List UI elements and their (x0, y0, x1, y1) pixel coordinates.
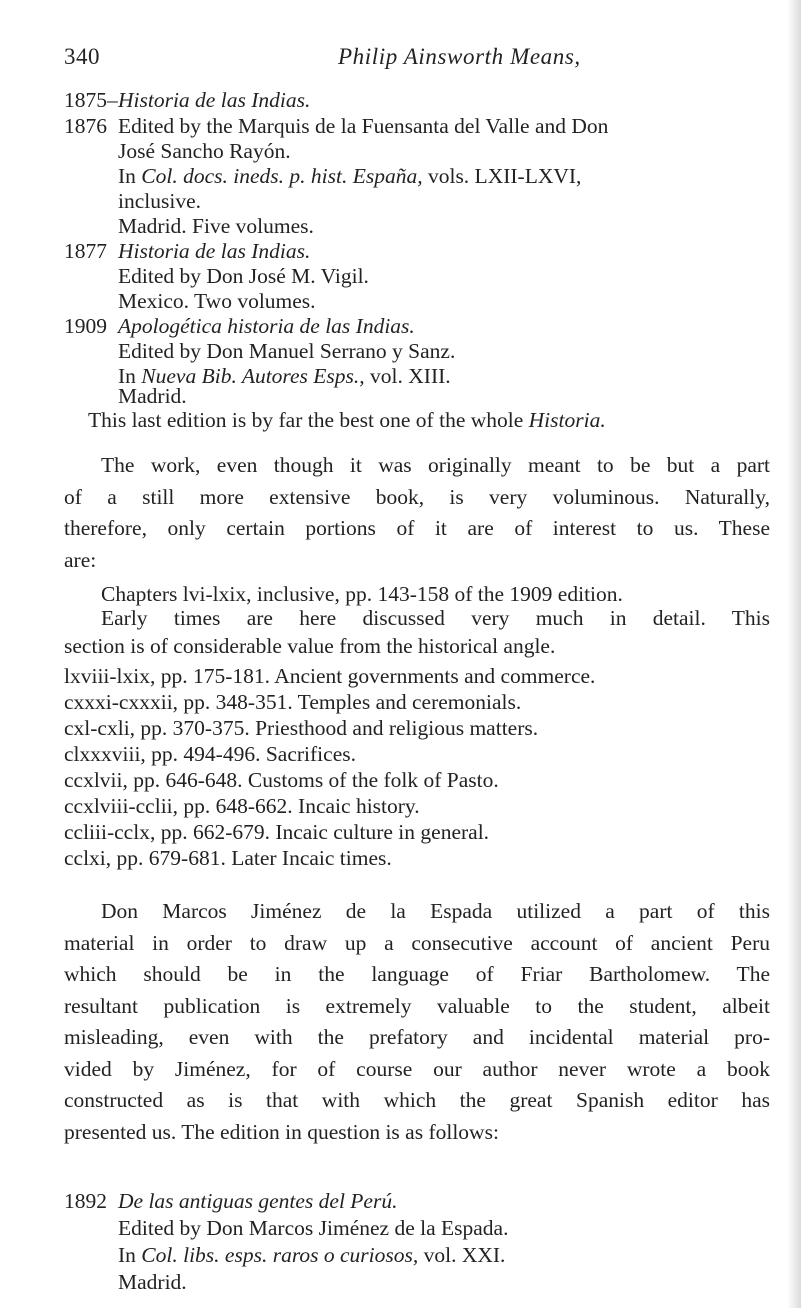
paragraph-3-line: which should be in the language of Friar Bartholomew. The (64, 962, 770, 986)
paragraph-1 (64, 450, 770, 576)
chapter-entry: cxl-cxli, pp. 370-375. Priesthood and religious matters. (64, 716, 539, 740)
page-header (0, 44, 801, 84)
paragraph-2 (64, 604, 770, 660)
bib-series-volume-1892: vol. XXI. (418, 1243, 506, 1267)
running-head: Philip Ainsworth Means, (338, 44, 581, 69)
bib-place-1892-text: Madrid. (118, 1270, 187, 1294)
bib-editor-1892-text: Edited by Don Marcos Jiménez de la Espada. (118, 1216, 509, 1240)
bib-series-1892 (118, 1243, 505, 1267)
bib-series-title-1909: Nueva Bib. Autores Esps., (141, 364, 365, 388)
note-text: This last edition is by far the best one of the whole (88, 408, 529, 432)
bib-series-prefix: In (118, 164, 142, 188)
paragraph-3-line: material in order to draw up a consecutive account of ancient Peru (64, 930, 770, 955)
bib-year-1877: 1877 (64, 239, 107, 263)
bib-title-historia-1875: Historia de las Indias. (118, 88, 311, 112)
bib-editor-1876-cont: José Sancho Rayón. (118, 139, 291, 163)
chapter-entry: clxxxviii, pp. 494-496. Sacrifices. (64, 742, 356, 766)
note-line (88, 408, 606, 432)
bib-year-1876: 1876 (64, 114, 107, 138)
chapter-entry: cxxxi-cxxxii, pp. 348-351. Temples and ceremonials. (64, 690, 522, 714)
bib-title-antiguas-gentes: De las antiguas gentes del Perú. (118, 1189, 398, 1213)
chapter-entry: lxviii-lxix, pp. 175-181. Ancient governments and commerce. (64, 664, 596, 688)
paragraph-1-line: The work, even though it was originally meant to be but a part (101, 453, 770, 477)
chapters-intro: Chapters lvi-lxix, inclusive, pp. 143-158 of the 1909 edition. (101, 582, 623, 606)
paragraph-1-line: of a still more extensive book, is very voluminous. Naturally, (64, 484, 770, 509)
bib-editor-1909: Edited by Don Manuel Serrano y Sanz. (118, 339, 456, 363)
bib-series-1876-cont: inclusive. (118, 189, 201, 213)
paragraph-3-line: misleading, even with the prefatory and incidental material pro- (64, 1025, 770, 1049)
paragraph-3-line: Don Marcos Jiménez de la Espada utilized a part of this (101, 899, 770, 923)
paragraph-3-line: presented us. The edition in question is as follows: (64, 1119, 499, 1144)
paragraph-1-line: are: (64, 547, 97, 572)
bib-place-1909: Madrid. (118, 384, 187, 408)
paragraph-1-line: therefore, only certain portions of it are of interest to us. These (64, 516, 770, 540)
chapter-entry: ccxlvii, pp. 646-648. Customs of the folk of Pasto. (64, 768, 499, 792)
chapter-entry: ccliii-cclx, pp. 662-679. Incaic culture in general. (64, 820, 490, 844)
paragraph-3-line: constructed as is that with which the great Spanish editor has (64, 1088, 770, 1112)
bib-series-prefix-1909: In (118, 364, 142, 388)
page-number: 340 (64, 44, 100, 69)
bib-series-prefix-1892: In (118, 1243, 142, 1267)
note-italic: Historia. (528, 408, 606, 432)
bib-series-title-1892: Col. libs. esps. raros o curiosos, (141, 1243, 419, 1267)
bib-year-1892: 1892 (64, 1189, 107, 1213)
bib-editor-1892 (118, 1216, 508, 1240)
bib-editor-1877: Edited by Don José M. Vigil. (118, 264, 369, 288)
bib-year-1875: 1875– (64, 88, 118, 112)
bib-year-1909: 1909 (64, 314, 107, 338)
bib-title-historia-1877: Historia de las Indias. (118, 239, 311, 263)
paragraph-3-line: vided by Jiménez, for of course our author never wrote a book (64, 1056, 770, 1081)
bib-series-volumes: vols. LXII-LXVI, (422, 164, 582, 188)
bib-editor-1876: Edited by the Marquis de la Fuensanta del Valle and Don (118, 114, 609, 138)
page-edge-shadow (787, 0, 801, 1308)
bib-place-1876: Madrid. Five volumes. (118, 214, 314, 238)
paragraph-2-line: section is of considerable value from the historical angle. (64, 634, 556, 658)
paragraph-3 (64, 896, 770, 1148)
paragraph-3-line: resultant publication is extremely valuable to the student, albeit (64, 993, 770, 1018)
bib-place-1877: Mexico. Two volumes. (118, 289, 316, 313)
chapter-entry: ccxlviii-cclii, pp. 648-662. Incaic history. (64, 794, 420, 818)
chapter-entry: cclxi, pp. 679-681. Later Incaic times. (64, 846, 392, 870)
paragraph-2-line: Early times are here discussed very much in detail. This (101, 606, 770, 630)
bib-series-volume-1909: vol. XIII. (364, 364, 451, 388)
bib-series-title: Col. docs. ineds. p. hist. España, (141, 164, 423, 188)
bib-series-1876 (118, 164, 581, 188)
bib-place-1892 (118, 1270, 187, 1294)
bib-title-apologetica: Apologética historia de las Indias. (118, 314, 415, 338)
